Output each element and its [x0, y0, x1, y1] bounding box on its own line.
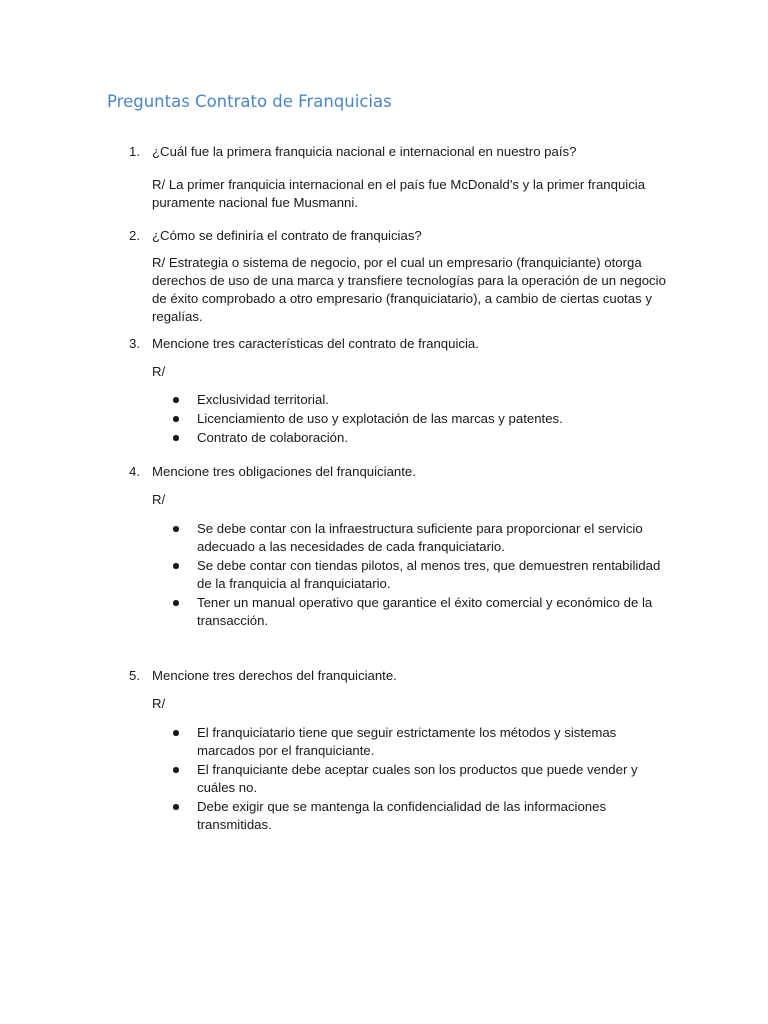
bullet-icon [173, 600, 179, 606]
bullet-icon [173, 416, 179, 422]
answer-4 [152, 491, 667, 509]
answer-text: R/ La primer franquicia internacional en el país fue McDonald’s y la primer franquicia puramente nacional fue Musmanni. [152, 177, 646, 210]
list-item: Debe exigir que se mantenga la confidencialidad de las informaciones transmitidas. [152, 798, 664, 834]
answer-1 [152, 176, 667, 212]
bullet-icon [173, 730, 179, 736]
answer-label: R/ [152, 696, 166, 711]
bullet-icon [173, 435, 179, 441]
bullet-icon [173, 767, 179, 773]
question-number: 3. [129, 336, 140, 351]
list-item: Tener un manual operativo que garantice el éxito comercial y económico de la transacción. [152, 594, 664, 630]
question-text: Mencione tres características del contrato de franquicia. [152, 336, 479, 351]
answer-label: R/ [152, 492, 166, 507]
question-number: 5. [129, 668, 140, 683]
list-item: Se debe contar con tiendas pilotos, al menos tres, que demuestren rentabilidad de la franquicia al franquiciatario. [152, 557, 664, 593]
list-item: Exclusividad territorial. [152, 391, 664, 409]
list-item: Contrato de colaboración. [152, 429, 664, 447]
question-text: Mencione tres obligaciones del franquiciante. [152, 464, 416, 479]
question-number: 2. [129, 228, 140, 243]
answer-2 [152, 254, 667, 326]
answer-text: R/ Estrategia o sistema de negocio, por el cual un empresario (franquiciante) otorga derechos de uso de una marca y transfiere tecnologías para la operación de un negocio de éxito comprobado a otro empresario (franquiciatario), a cambio de ciertas cuotas y regalías. [152, 255, 666, 324]
answer-5 [152, 695, 667, 713]
bullet-list-4 [152, 520, 664, 631]
bullet-icon [173, 563, 179, 569]
list-item: Se debe contar con la infraestructura suficiente para proporcionar el servicio adecuado a las necesidades de cada franquiciatario. [152, 520, 664, 556]
question-text: Mencione tres derechos del franquiciante. [152, 668, 397, 683]
question-text: ¿Cómo se definiría el contrato de franquicias? [152, 228, 422, 243]
document-title: Preguntas Contrato de Franquicias [107, 92, 392, 111]
bullet-list-3 [152, 391, 664, 448]
answer-3 [152, 363, 667, 381]
question-text: ¿Cuál fue la primera franquicia nacional e internacional en nuestro país? [152, 144, 577, 159]
list-item: El franquiciante debe aceptar cuales son los productos que puede vender y cuáles no. [152, 761, 664, 797]
bullet-icon [173, 397, 179, 403]
list-item: Licenciamiento de uso y explotación de las marcas y patentes. [152, 410, 664, 428]
answer-label: R/ [152, 364, 166, 379]
question-number: 4. [129, 464, 140, 479]
bullet-icon [173, 804, 179, 810]
list-item: El franquiciatario tiene que seguir estrictamente los métodos y sistemas marcados por el franquiciante. [152, 724, 664, 760]
question-number: 1. [129, 144, 140, 159]
bullet-icon [173, 526, 179, 532]
bullet-list-5 [152, 724, 664, 835]
